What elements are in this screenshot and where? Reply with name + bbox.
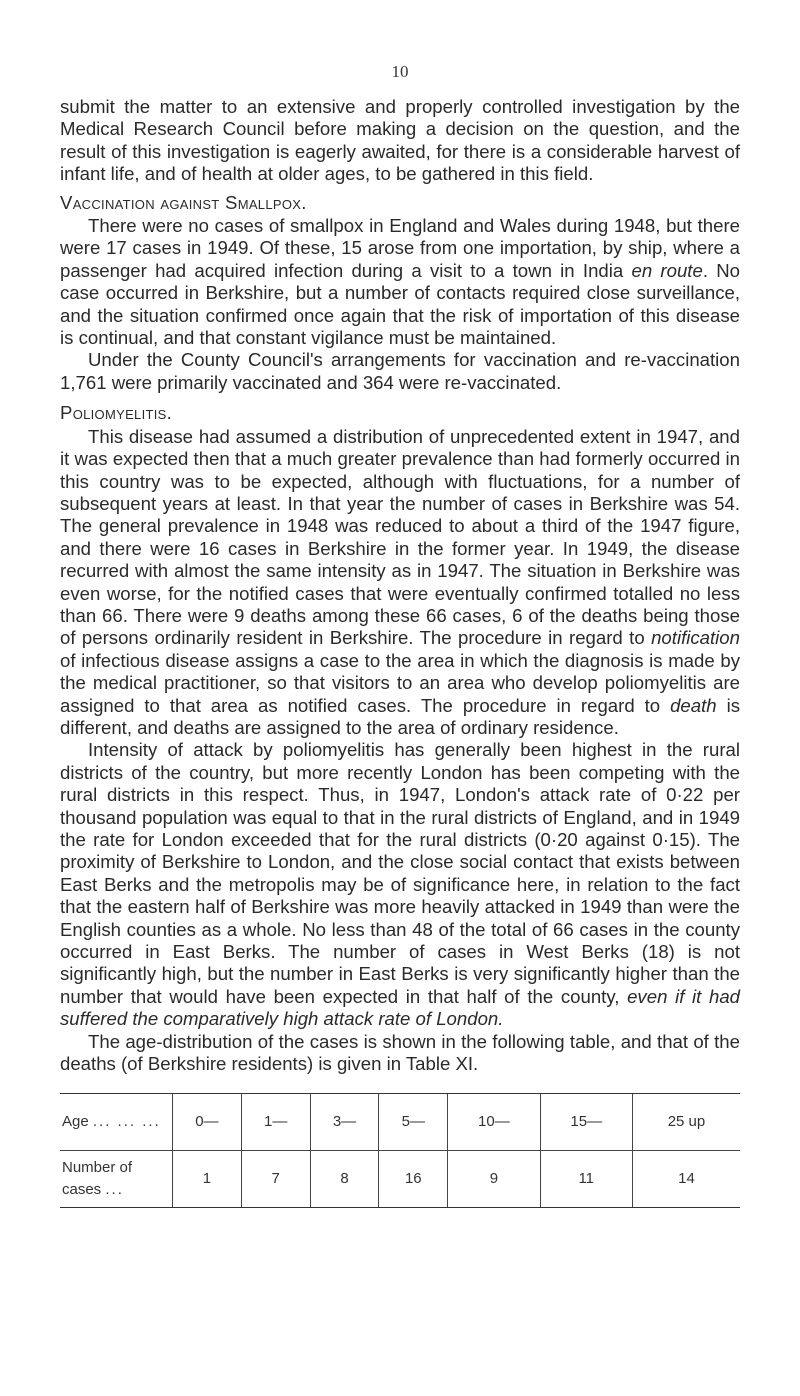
- intro-paragraph: submit the matter to an extensive and properly controlled investigation by the Medical Research Council before making a decision on the question, and the result of this investigation is eagerly awaited, for there is a considerable harvest of infant life, and of health at older ages, to be gathered in this field.: [60, 96, 740, 185]
- age-row-label: Age ... ... ...: [60, 1094, 173, 1151]
- age-row: [60, 1094, 740, 1151]
- age-cell: 15—: [540, 1094, 632, 1151]
- cases-cell: 16: [379, 1151, 448, 1208]
- polio-paragraph-1: This disease had assumed a distribution of unprecedented extent in 1947, and it was expected then that a much greater prevalence than had formerly occurred in this country was to be expected, although with fluctuations, for a number of subsequent years at least. In that year the number of cases in Berkshire was 54. The general prevalence in 1948 was reduced to about a third of the 1947 figure, and there were 16 cases in Berkshire in the former year. In 1949, the disease recurred with almost the same intensity as in 1947. The situation in Berkshire was even worse, for the notified cases that were eventually confirmed totalled no less than 66. There were 9 deaths among these 66 cases, 6 of the deaths being those of persons ordinarily resident in Berkshire. The procedure in regard to notification of infectious disease assigns a case to the area in which the diagnosis is made by the medical practitioner, so that visitors to an area who develop poliomyelitis are assigned to that area as notified cases. The procedure in regard to death is different, and deaths are assigned to the area of ordinary residence.: [60, 425, 741, 738]
- age-cell: 5—: [379, 1094, 448, 1151]
- polio-paragraph-3: The age-distribution of the cases is shown in the following table, and that of the deaths (of Berkshire residents) is given in Table XI.: [60, 1030, 740, 1075]
- age-cell: 1—: [241, 1094, 310, 1151]
- age-distribution-table: [60, 1093, 740, 1208]
- cases-cell: 11: [540, 1151, 632, 1208]
- document-body: [60, 96, 740, 1208]
- age-cell: 10—: [448, 1094, 540, 1151]
- cases-cell: 9: [448, 1151, 540, 1208]
- vaccination-heading: Vaccination against Smallpox.: [60, 191, 307, 213]
- age-cell: 25 up: [632, 1094, 740, 1151]
- cases-row-label: Number of cases ...: [60, 1151, 173, 1208]
- cases-cell: 1: [173, 1151, 242, 1208]
- poliomyelitis-heading: Poliomyelitis.: [60, 402, 173, 424]
- cases-cell: 7: [241, 1151, 310, 1208]
- vaccination-paragraph-1: There were no cases of smallpox in England and Wales during 1948, but there were 17 cases in 1949. Of these, 15 arose from one importation, by ship, where a passenger had acquired infection during a visit to a town in India en route. No case occurred in Berkshire, but a number of contacts required close surveillance, and the situation confirmed once again that the risk of importation of this disease is continual, and that constant vigilance must be maintained.: [60, 215, 741, 349]
- polio-paragraph-2: Intensity of attack by poliomyelitis has generally been highest in the rural districts of the country, but more recently London has been competing with the rural districts in this respect. Thus, in 1947, London's attack rate of 0·22 per thousand population was equal to that in the rural districts of England, and in 1949 the rate for London exceeded that for the rural districts (0·20 against 0·15). The proximity of Berkshire to London, and the close social contact that exists between East Berks and the metropolis may be of significance here, in relation to the fact that the eastern half of Berkshire was more heavily attacked in 1949 than were the English counties as a whole. No less than 48 of the total of 66 cases in the county occurred in East Berks. The number of cases in West Berks (18) is not significantly high, but the number in East Berks is very significantly higher than the number that would have been expected in that half of the county, even if it had suffered the comparatively high attack rate of London.: [60, 739, 741, 1030]
- page-number: 10: [391, 62, 409, 81]
- age-cell: 0—: [173, 1094, 242, 1151]
- vaccination-paragraph-2: Under the County Council's arrangements for vaccination and re-vaccination 1,761 were primarily vaccinated and 364 were re-vaccinated.: [60, 349, 740, 393]
- age-cell: 3—: [310, 1094, 379, 1151]
- cases-cell: 8: [310, 1151, 379, 1208]
- cases-cell: 14: [632, 1151, 740, 1208]
- cases-row: [60, 1151, 740, 1208]
